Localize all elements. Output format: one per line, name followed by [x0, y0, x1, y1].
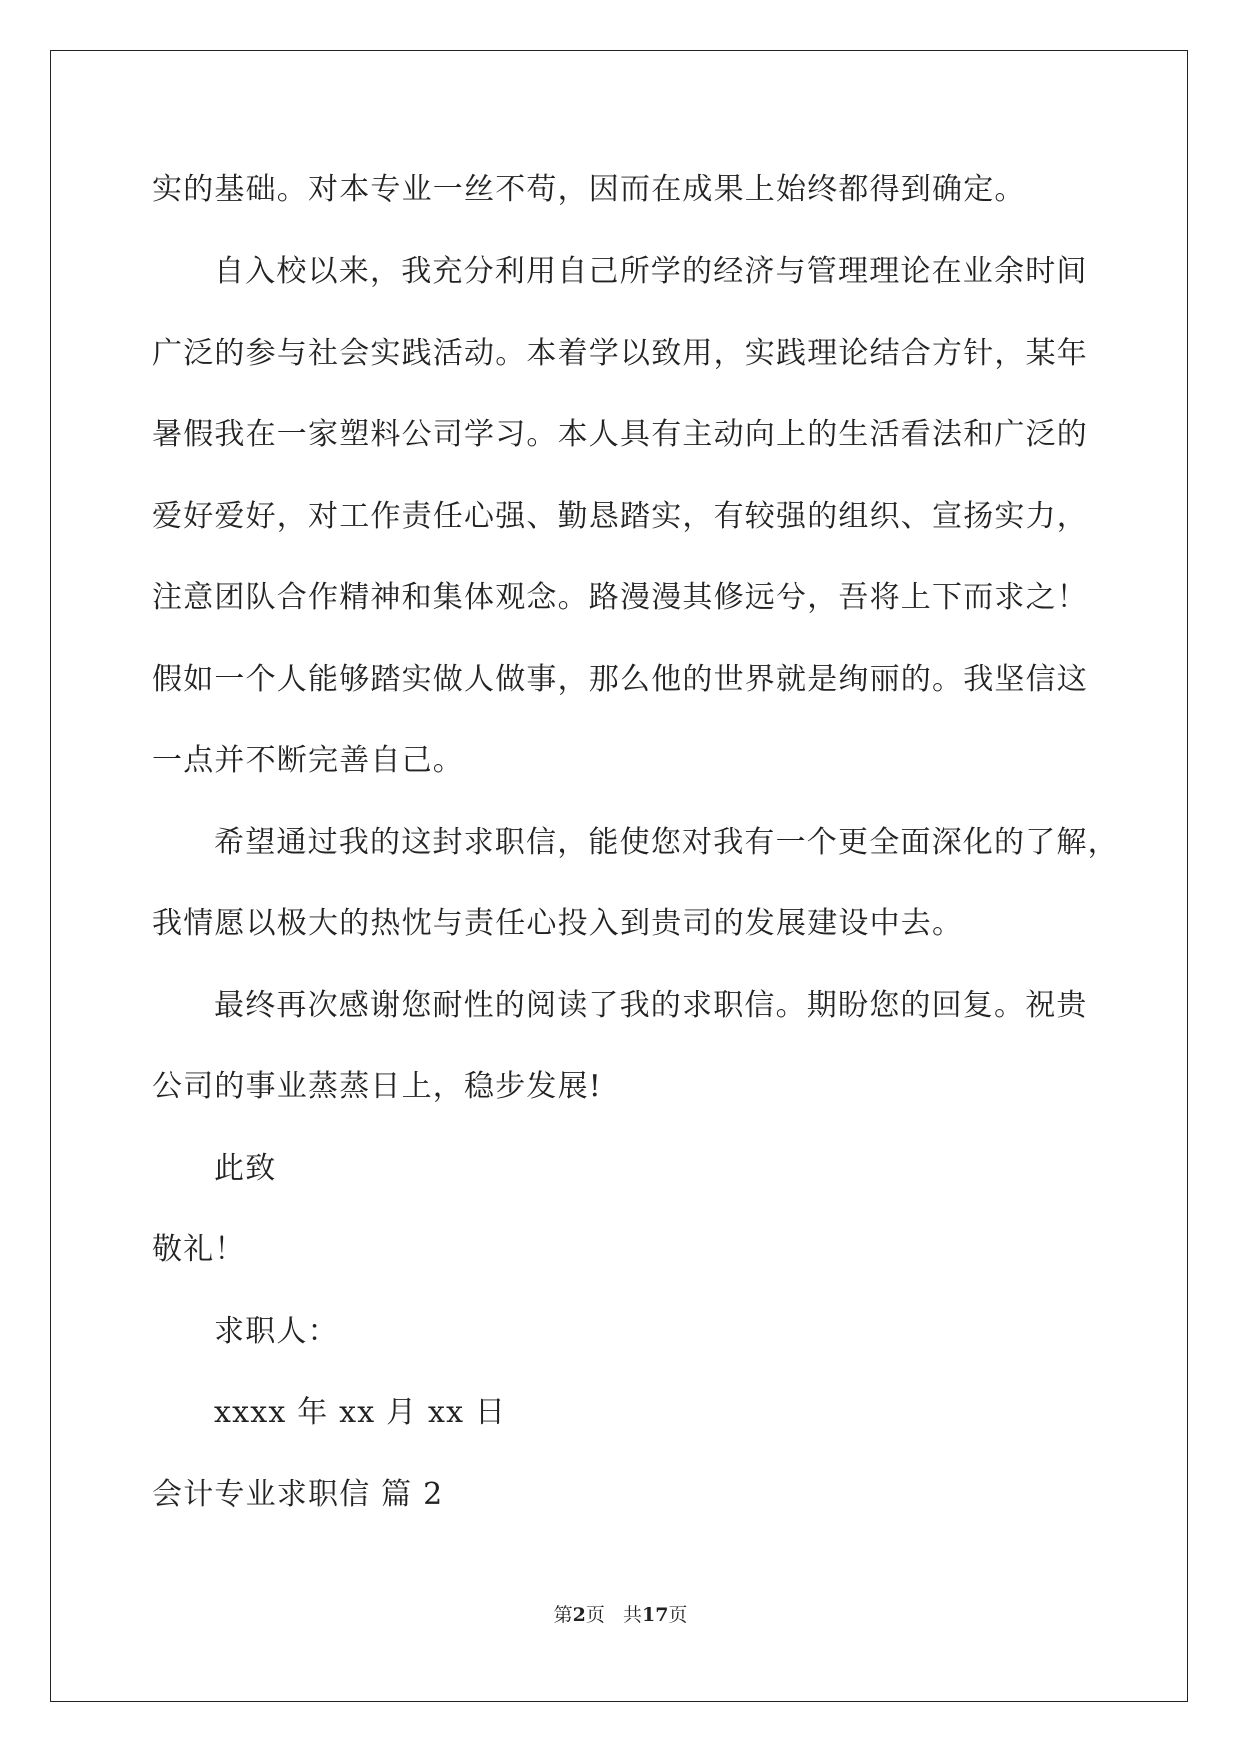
text-line: 公司的事业蒸蒸日上，稳步发展! — [152, 1069, 603, 1104]
text-line: 求职人： — [214, 1314, 339, 1349]
footer-total-prefix: 共 — [622, 1604, 642, 1626]
page-footer — [0, 1600, 1241, 1627]
text-line: 我情愿以极大的热忱与责任心投入到贵司的发展建设中去。 — [152, 906, 964, 941]
text-line: 注意团队合作精神和集体观念。路漫漫其修远兮，吾将上下而求之！ — [152, 580, 1088, 615]
text-line: 自入校以来，我充分利用自己所学的经济与管理理论在业余时间 — [214, 254, 1088, 289]
text-line: 假如一个人能够踏实做人做事，那么他的世界就是绚丽的。我坚信这 — [152, 662, 1088, 697]
text-line: 希望通过我的这封求职信，能使您对我有一个更全面深化的了解， — [214, 825, 1119, 860]
footer-total-suffix: 页 — [668, 1604, 688, 1626]
footer-page-suffix: 页 — [585, 1604, 605, 1626]
text-line: 爱好爱好，对工作责任心强、勤恳踏实，有较强的组织、宣扬实力， — [152, 499, 1088, 534]
page-number: 2 — [572, 1604, 586, 1626]
section-heading: 会计专业求职信 篇 2 — [152, 1477, 444, 1512]
text-line: 广泛的参与社会实践活动。本着学以致用，实践理论结合方针，某年 — [152, 336, 1088, 371]
footer-prefix: 第 — [553, 1604, 573, 1626]
text-line: 最终再次感谢您耐性的阅读了我的求职信。期盼您的回复。祝贵 — [214, 988, 1088, 1023]
text-line: 实的基础。对本专业一丝不苟，因而在成果上始终都得到确定。 — [152, 172, 1026, 207]
text-line: 此致 — [214, 1151, 277, 1186]
text-line: 一点并不断完善自己。 — [152, 743, 464, 778]
text-line: 敬礼！ — [152, 1232, 246, 1267]
total-pages: 17 — [641, 1604, 669, 1626]
text-line: 暑假我在一家塑料公司学习。本人具有主动向上的生活看法和广泛的 — [152, 417, 1088, 452]
page-frame — [50, 50, 1188, 1702]
date-line: xxxx 年 xx 月 xx 日 — [214, 1395, 507, 1430]
